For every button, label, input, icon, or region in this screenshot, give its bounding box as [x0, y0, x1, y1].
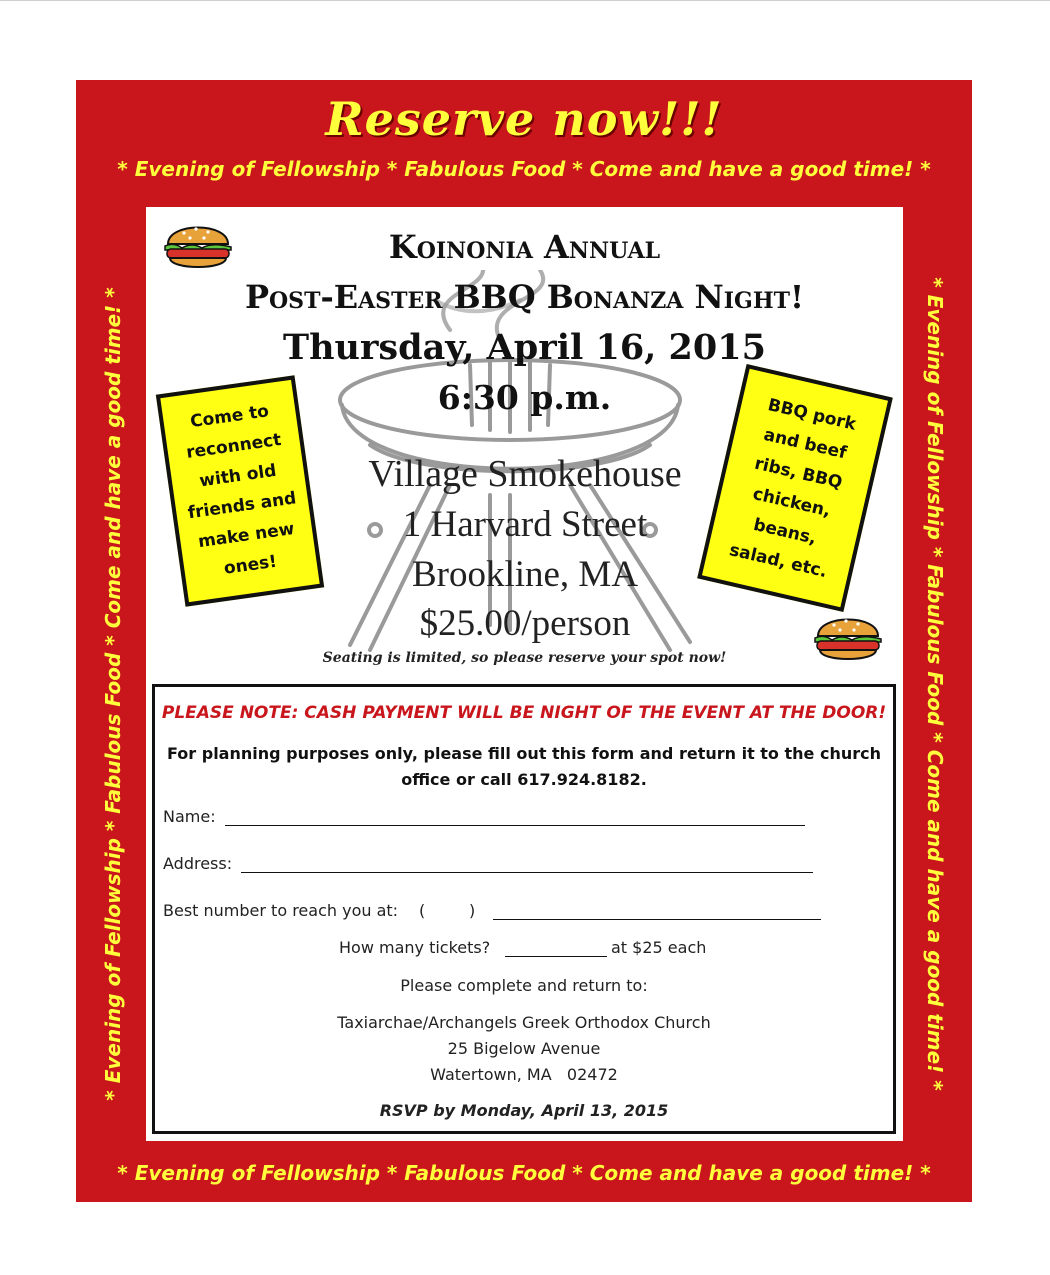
- event-title-line2: Post-Easter BBQ Bonanza Night!: [244, 278, 805, 316]
- card-line: ones!: [222, 551, 279, 579]
- card-line: beans,: [751, 514, 819, 549]
- phone-label: Best number to reach you at:: [163, 901, 399, 920]
- phone-close-paren: ): [469, 901, 476, 920]
- seating-note: Seating is limited, so please reserve your spot now!: [322, 650, 727, 666]
- slogan-right: * Evening of Fellowship * Fabulous Food * Come and have a good time! *: [923, 277, 947, 1091]
- name-label: Name:: [163, 807, 216, 826]
- address-label: Address:: [163, 854, 233, 873]
- address-field[interactable]: [241, 872, 813, 873]
- church-city: Watertown, MA 02472: [430, 1065, 618, 1084]
- card-line: and beef: [761, 424, 849, 464]
- name-field[interactable]: [225, 825, 805, 826]
- slogan-top: * Evening of Fellowship * Fabulous Food * Come and have a good time! *: [117, 157, 931, 181]
- hamburger-icon: [812, 610, 884, 666]
- rsvp-deadline: RSVP by Monday, April 13, 2015: [379, 1101, 669, 1120]
- card-line: reconnect: [184, 429, 283, 463]
- reservation-form: [152, 684, 896, 1134]
- tickets-price: at $25 each: [611, 938, 707, 957]
- venue-city: Brookline, MA: [411, 554, 639, 595]
- event-title-line1: Koinonia Annual: [388, 228, 661, 266]
- slogan-bottom: * Evening of Fellowship * Fabulous Food * Come and have a good time! *: [117, 1161, 931, 1185]
- event-time: 6:30 p.m.: [437, 378, 612, 417]
- card-line: with old: [198, 460, 278, 492]
- reconnect-card: [156, 375, 324, 606]
- ticket-price: $25.00/person: [419, 603, 631, 644]
- return-label: Please complete and return to:: [400, 976, 648, 995]
- hamburger-icon: [162, 218, 234, 274]
- event-date: Thursday, April 16, 2015: [283, 327, 766, 368]
- card-line: salad, etc.: [727, 540, 829, 583]
- planning-instructions: For planning purposes only, please fill out this form and return it to the church office or call 617.924.8182.: [167, 744, 881, 789]
- tickets-field[interactable]: [505, 956, 607, 957]
- phone-field[interactable]: [493, 919, 821, 920]
- cash-payment-note: PLEASE NOTE: CASH PAYMENT WILL BE NIGHT OF THE EVENT AT THE DOOR!: [161, 703, 887, 723]
- phone-open-paren: (: [419, 901, 426, 920]
- card-line: BBQ pork: [765, 395, 858, 435]
- venue-street: 1 Harvard Street: [402, 504, 648, 545]
- church-street: 25 Bigelow Avenue: [447, 1039, 601, 1058]
- card-line: chicken,: [750, 483, 833, 522]
- slogan-left: * Evening of Fellowship * Fabulous Food * Come and have a good time! *: [101, 287, 125, 1101]
- tickets-label: How many tickets?: [339, 938, 491, 957]
- card-line: make new: [196, 518, 296, 553]
- card-line: friends and: [186, 488, 298, 524]
- card-line: Come to: [188, 401, 271, 433]
- card-line: ribs, BBQ: [752, 453, 845, 494]
- headline: Reserve now!!!: [325, 92, 723, 146]
- venue-name: Village Smokehouse: [368, 453, 682, 495]
- top-rule: [0, 0, 1050, 1]
- church-name: Taxiarchae/Archangels Greek Orthodox Church: [337, 1013, 711, 1032]
